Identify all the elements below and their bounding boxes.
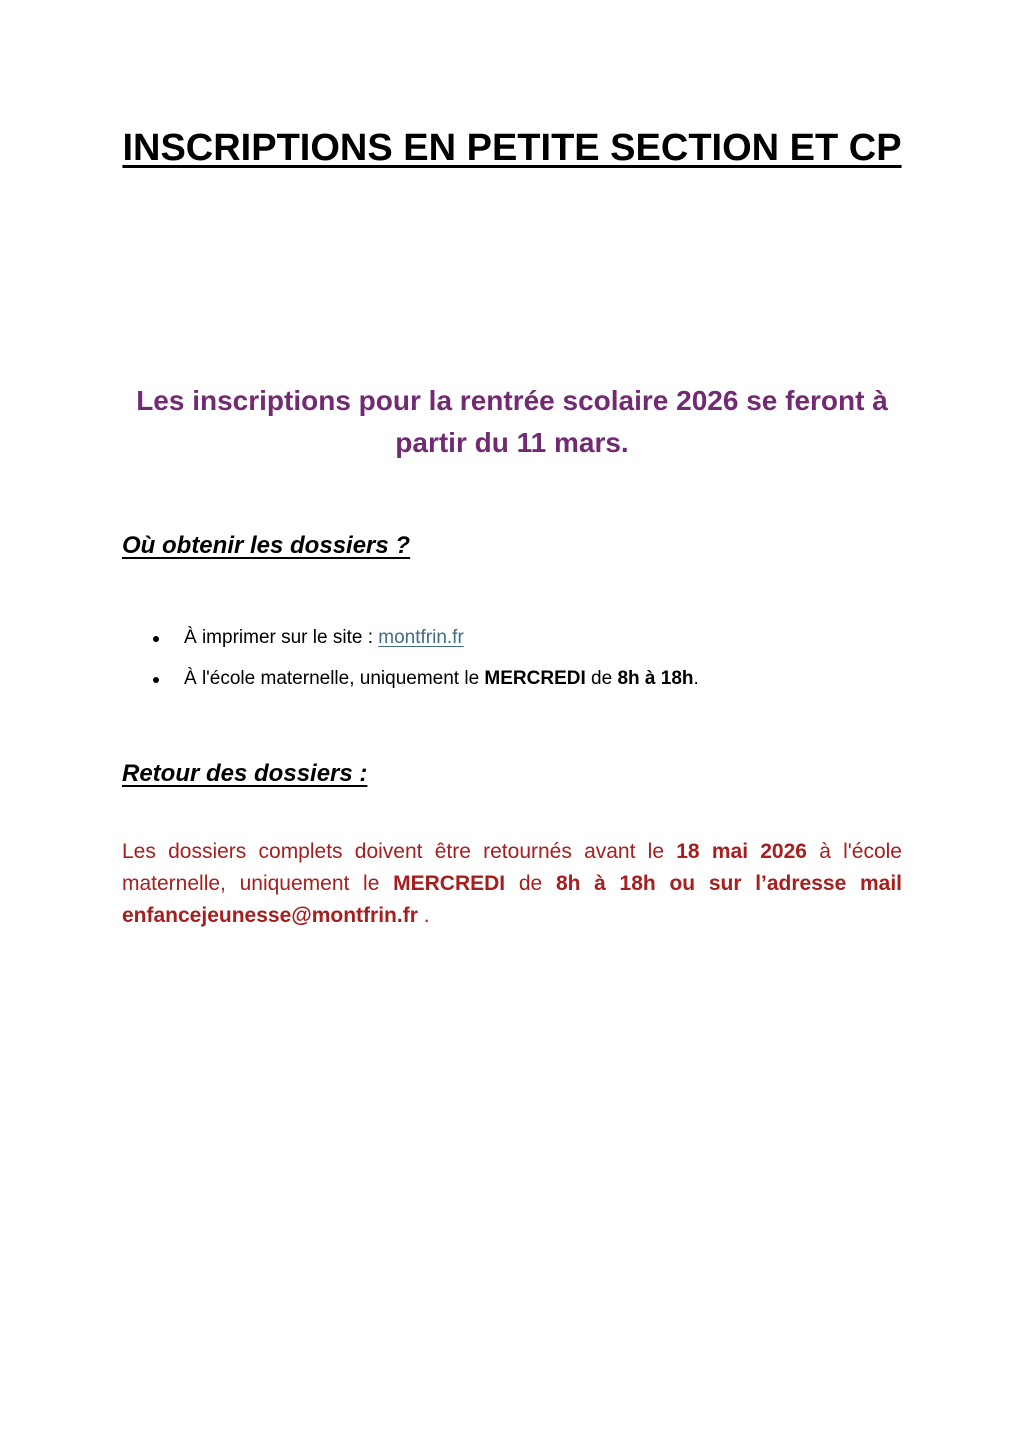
- day-bold: MERCREDI: [484, 668, 586, 689]
- hours-bold: 8h à 18h: [617, 668, 694, 689]
- website-link[interactable]: montfrin.fr: [378, 627, 464, 648]
- page-title: INSCRIPTIONS EN PETITE SECTION ET CP: [122, 127, 902, 169]
- list-item-text: À imprimer sur le site :: [184, 627, 379, 648]
- return-text-1: Les dossiers complets doivent être retournés avant le: [122, 840, 677, 863]
- return-day-bold: MERCREDI: [393, 872, 506, 895]
- list-item: [150, 665, 699, 693]
- list-item: [150, 624, 699, 652]
- return-date-bold: 18 mai 2026: [676, 840, 807, 863]
- obtain-list: [150, 624, 699, 706]
- list-item-text: .: [693, 668, 699, 689]
- return-tail-bold: 8h à 18h ou sur l’adresse mail enfancejeunesse@montfrin.fr: [122, 872, 903, 927]
- bullet-icon: [153, 677, 159, 683]
- heading-obtain-files: Où obtenir les dossiers ?: [122, 532, 411, 559]
- return-paragraph: [122, 836, 902, 932]
- announcement: Les inscriptions pour la rentrée scolaire 2026 se feront à partir du 11 mars.: [136, 385, 888, 458]
- return-text-4: .: [417, 904, 430, 927]
- return-text-3: de: [505, 872, 556, 895]
- list-item-text: de: [585, 668, 618, 689]
- list-item-text: À l'école maternelle, uniquement le: [184, 668, 485, 689]
- return-text-2: à l'école maternelle, uniquement le: [122, 840, 902, 895]
- bullet-icon: [153, 636, 159, 642]
- heading-return-files: Retour des dossiers :: [122, 760, 368, 787]
